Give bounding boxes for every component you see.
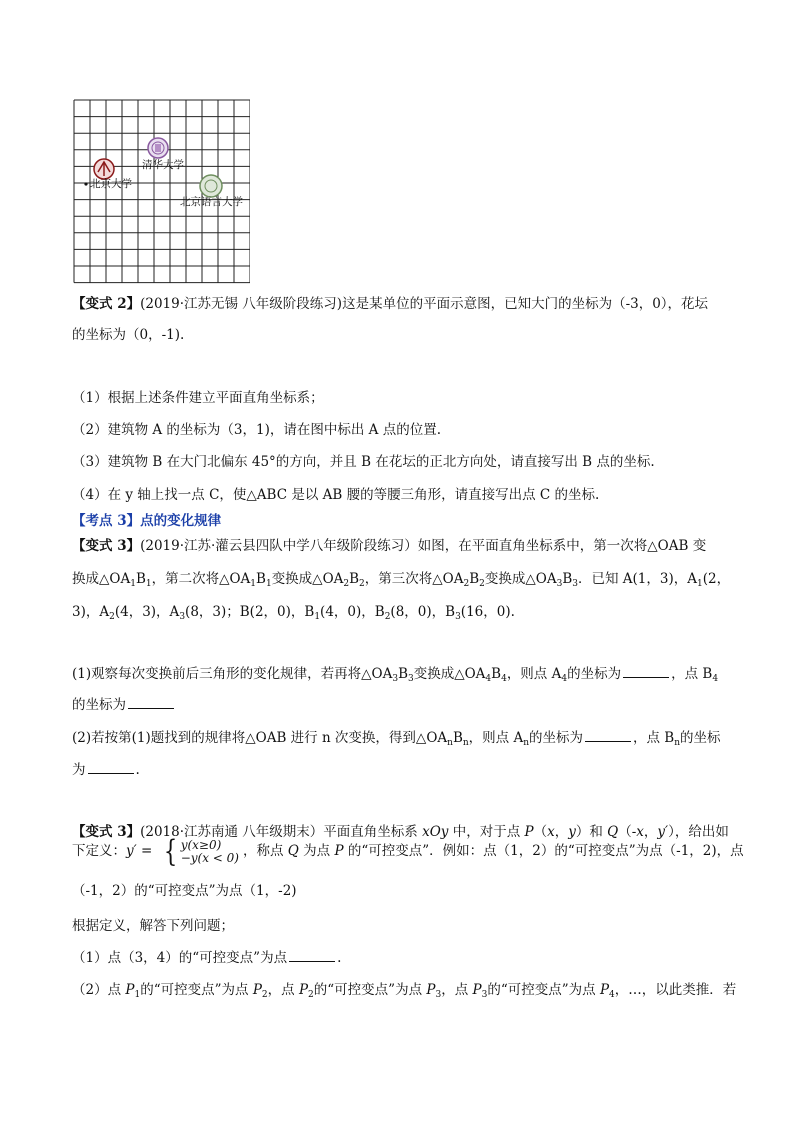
p4-line4: 根据定义，解答下列问题；: [72, 918, 234, 934]
p4-line6: （2）点 $P_1$的“可控变点”为点 $P_2$，点 $P_2$的“可控变点”为点 $P_3$，点 $P_3$的“可控变点”为点 $P_4$，…，以此类推．若: [72, 982, 737, 1000]
q2: （2）建筑物 A 的坐标为（3，1)，请在图中标出 A 点的位置.: [72, 422, 441, 438]
peking-logo: [94, 159, 114, 179]
answer-blank: [585, 729, 631, 742]
p3-q2-line2: 为 .: [72, 762, 140, 778]
q1: （1）根据上述条件建立平面直角坐标系；: [72, 390, 324, 406]
p3-q2-line1: (2)若按第(1)题找到的规律将△OAB 进行 n 次变换，得到$\triangle OA_nB_n$，则点 $A_n$的坐标为 ，点 $B_n$的坐标: [72, 730, 721, 748]
gate-dot: [84, 182, 87, 185]
answer-blank: [88, 761, 134, 774]
label-tsinghua: 清华大学: [142, 159, 184, 171]
p1-line1: 【变式 2】(2019·江苏无锡 八年级阶段练习)这是某单位的平面示意图，已知大门的坐标为（-3，0），花坛: [72, 296, 709, 312]
p3-line3: 3)，$A_2(4$，3)，$A_3(8$，3)；B(2，0)，$B_1(4$，0)，$B_2(8$，0)，$B_3(16$，0).: [72, 604, 515, 622]
section-title-k3: 【考点 3】点的变化规律: [72, 513, 222, 529]
q4: （4）在 y 轴上找一点 C，使△ABC 是以 AB 腰的等腰三角形，请直接写出点 C 的坐标.: [72, 487, 600, 503]
p3-q1-line1: (1)观察每次变换前后三角形的变化规律，若再将$\triangle OA_3B_3$变换成$\triangle OA_4B_4$，则点 $A_4$的坐标为 ，点 $B_4$: [72, 666, 719, 684]
answer-blank: [289, 949, 335, 962]
p4-line2: 下定义：y′ = { y(x≥0) −y(x < 0) ，称点 Q 为点 P 的“可控变点”．例如：点（1，2）的“可控变点”为点（-1，2)，点: [72, 833, 744, 869]
blcu-logo: [200, 175, 222, 197]
p3-line2: 换成$\triangle OA_1B_1$，第二次将$\triangle OA_1B_1$变换成$\triangle OA_2B_2$，第三次将$\triangle OA_2B_2$变换成$\triangle OA_3B_3$．已知 A(1，3)，$A_1(2$，: [72, 571, 731, 589]
p3-line1: 【变式 3】(2019·江苏·灌云县四队中学八年级阶段练习）如图，在平面直角坐标系中，第一次将△OAB 变: [72, 538, 707, 554]
grid-lines: [74, 100, 250, 283]
answer-blank: [128, 696, 174, 709]
label-blcu: 北京语言大学: [180, 196, 243, 208]
p4-line5: （1）点（3，4）的“可控变点”为点 .: [72, 950, 342, 966]
p4-line1: 【变式 3】(2018·江苏南通 八年级期末）平面直角坐标系 xOy 中，对于点 P（x，y）和 Q（-x，y′），给出如: [72, 824, 729, 840]
p4-line3: （-1，2）的“可控变点”为点（1，-2): [72, 883, 297, 899]
p1-line2: 的坐标为（0，-1).: [72, 327, 185, 343]
q3: （3）建筑物 B 在大门北偏东 45°的方向，并且 B 在花坛的正北方向处，请直接写出 B 点的坐标.: [72, 454, 655, 470]
campus-grid-map: [72, 98, 250, 284]
answer-blank: [623, 665, 669, 678]
p3-q1-line2: 的坐标为: [72, 696, 176, 714]
label-peking: 北京大学: [90, 178, 132, 190]
piecewise-definition: { y(x≥0) −y(x < 0): [163, 833, 239, 869]
tsinghua-logo: [148, 138, 168, 158]
